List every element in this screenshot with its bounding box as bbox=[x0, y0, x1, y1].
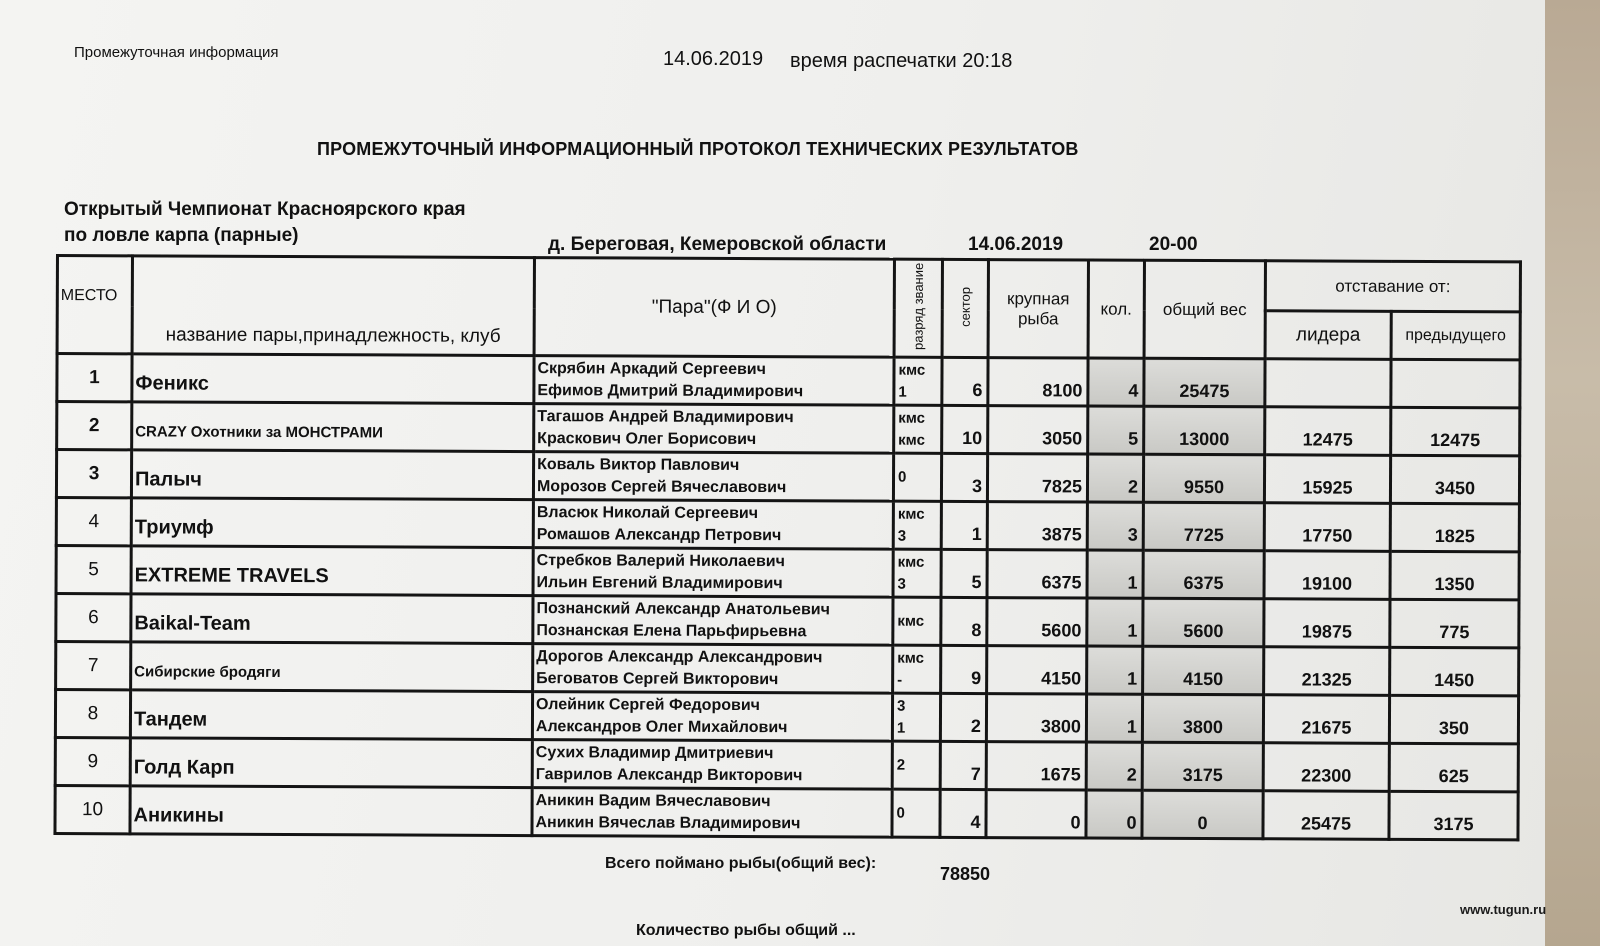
col-rank-header: разряд звание bbox=[894, 259, 942, 357]
print-date: 14.06.2019 bbox=[663, 48, 764, 70]
rank-1: кмс bbox=[897, 553, 925, 571]
lag-leader-cell: 15925 bbox=[1264, 455, 1390, 504]
place-cell: 3 bbox=[56, 450, 131, 498]
lag-previous-cell: 1350 bbox=[1390, 551, 1519, 600]
count-cell: 5 bbox=[1088, 406, 1144, 454]
print-time: время распечатки 20:18 bbox=[790, 50, 1013, 72]
angler-1: Власюк Николай Сергеевич bbox=[536, 503, 759, 522]
table-row bbox=[57, 402, 1520, 456]
table-row bbox=[56, 450, 1519, 504]
rank-1: 3 bbox=[897, 697, 906, 715]
team-name-cell: Голд Карп bbox=[130, 738, 532, 788]
lag-leader-cell: 21675 bbox=[1263, 695, 1389, 744]
angler-2: Аникин Вячеслав Владимирович bbox=[535, 813, 801, 832]
table-row bbox=[57, 354, 1520, 408]
rank-cell bbox=[893, 501, 941, 549]
angler-2: Гаврилов Александр Викторович bbox=[535, 765, 803, 784]
angler-2: Морозов Сергей Вячеславович bbox=[536, 477, 787, 496]
rank-cell bbox=[894, 357, 942, 405]
col-total-header: общий вес bbox=[1144, 260, 1265, 359]
team-name-cell: CRAZY Охотники за МОНСТРАМИ bbox=[132, 402, 534, 452]
lag-leader-cell: 12475 bbox=[1265, 407, 1391, 456]
count-cell: 1 bbox=[1086, 694, 1142, 742]
rank-1: кмс bbox=[898, 409, 926, 427]
rank-2: 0 bbox=[897, 468, 907, 486]
big-fish-cell: 4150 bbox=[987, 646, 1087, 694]
sector-cell: 10 bbox=[942, 405, 988, 453]
lag-leader-cell: 21325 bbox=[1264, 647, 1390, 696]
sector-cell: 1 bbox=[941, 501, 987, 549]
rank-2: - bbox=[897, 671, 903, 689]
watermark: www.tugun.ru bbox=[1460, 902, 1547, 917]
place-cell: 1 bbox=[57, 354, 132, 402]
place-cell: 2 bbox=[57, 402, 132, 450]
team-name-cell: Сибирские бродяги bbox=[131, 642, 533, 692]
angler-2: Беговатов Сергей Викторович bbox=[536, 669, 779, 688]
team-name-cell: Аникины bbox=[130, 786, 532, 836]
lag-leader-cell: 22300 bbox=[1263, 743, 1389, 792]
rank-2: 3 bbox=[897, 527, 907, 545]
angler-1: Стребков Валерий Николаевич bbox=[536, 551, 785, 570]
rank-2: 1 bbox=[896, 719, 906, 737]
lag-previous-cell: 775 bbox=[1390, 599, 1519, 648]
big-fish-cell: 3050 bbox=[988, 406, 1088, 454]
total-weight-cell: 7725 bbox=[1143, 502, 1264, 551]
col-lag-header: отставание от: bbox=[1265, 261, 1520, 312]
table-row bbox=[56, 594, 1519, 648]
col-bigfish-header: крупная рыба bbox=[988, 260, 1088, 358]
angler-1: Тагашов Андрей Владимирович bbox=[537, 407, 794, 426]
rank-cell bbox=[893, 597, 941, 645]
table-surface bbox=[1545, 0, 1600, 946]
lag-previous-cell: 3175 bbox=[1389, 791, 1518, 840]
lag-leader-cell: 19100 bbox=[1264, 551, 1390, 600]
rank-2: кмс bbox=[898, 431, 925, 449]
team-name-cell: Палыч bbox=[131, 450, 533, 500]
championship-name-line1: Открытый Чемпионат Красноярского края bbox=[64, 199, 466, 220]
lag-leader-cell: 25475 bbox=[1263, 791, 1389, 840]
results-table-wrapper bbox=[53, 254, 1519, 841]
lag-previous-cell: 12475 bbox=[1391, 407, 1520, 456]
lag-leader-cell: 17750 bbox=[1264, 503, 1390, 552]
place-cell: 5 bbox=[56, 546, 131, 594]
angler-1: Коваль Виктор Павлович bbox=[537, 455, 740, 474]
rank-cell bbox=[892, 693, 940, 741]
big-fish-cell: 8100 bbox=[988, 358, 1088, 406]
rank-cell bbox=[893, 549, 941, 597]
angler-1: Сухих Владимир Дмитриевич bbox=[535, 743, 774, 762]
table-row bbox=[56, 498, 1519, 552]
angler-1: Олейник Сергей Федорович bbox=[536, 695, 761, 714]
count-cell: 1 bbox=[1087, 550, 1143, 598]
place-cell: 4 bbox=[56, 498, 131, 546]
pair-cell bbox=[533, 644, 893, 694]
col-leader-header: лидера bbox=[1265, 311, 1391, 360]
sector-cell: 8 bbox=[941, 597, 987, 645]
place-cell: 9 bbox=[55, 738, 130, 786]
total-weight-cell: 9550 bbox=[1143, 454, 1264, 503]
sector-cell: 6 bbox=[942, 357, 988, 405]
results-table bbox=[53, 254, 1522, 841]
big-fish-cell: 1675 bbox=[986, 742, 1086, 790]
lag-leader-cell: 19875 bbox=[1264, 599, 1390, 648]
place-cell: 6 bbox=[56, 594, 131, 642]
rank-2: кмс bbox=[897, 612, 925, 630]
rank-1: кмс bbox=[897, 505, 925, 523]
angler-1: Познанский Александр Анатольевич bbox=[536, 599, 830, 618]
sector-cell: 9 bbox=[941, 645, 987, 693]
place-cell: 7 bbox=[56, 642, 131, 690]
angler-1: Скрябин Аркадий Сергеевич bbox=[537, 359, 766, 378]
big-fish-cell: 6375 bbox=[987, 550, 1087, 598]
rank-cell bbox=[892, 741, 940, 789]
cut-off-footer-text: Количество рыбы общий ... bbox=[636, 922, 856, 939]
total-weight-cell: 5600 bbox=[1143, 598, 1264, 647]
table-row bbox=[56, 546, 1519, 600]
big-fish-cell: 7825 bbox=[987, 454, 1087, 502]
championship-name-line2: по ловле карпа (парные) bbox=[64, 225, 299, 246]
angler-1: Дорогов Александр Александрович bbox=[536, 647, 823, 666]
venue-date: 14.06.2019 bbox=[968, 234, 1064, 255]
count-cell: 3 bbox=[1087, 502, 1143, 550]
team-name-cell: Baikal-Team bbox=[131, 594, 533, 644]
total-caught-value: 78850 bbox=[940, 864, 991, 884]
pair-cell bbox=[532, 788, 892, 838]
big-fish-cell: 3800 bbox=[986, 694, 1086, 742]
pair-cell bbox=[533, 596, 893, 646]
venue-time: 20-00 bbox=[1149, 234, 1198, 255]
total-weight-cell: 4150 bbox=[1143, 646, 1264, 695]
table-row bbox=[55, 738, 1518, 792]
pair-cell bbox=[534, 356, 894, 406]
big-fish-cell: 5600 bbox=[987, 598, 1087, 646]
team-name-cell: Феникс bbox=[132, 354, 534, 404]
pair-cell bbox=[534, 404, 894, 454]
rank-cell bbox=[892, 789, 940, 837]
pair-cell bbox=[533, 548, 893, 598]
count-cell: 2 bbox=[1087, 454, 1143, 502]
team-name-cell: EXTREME TRAVELS bbox=[131, 546, 533, 596]
col-pair-header: "Пара"(Ф И О) bbox=[534, 258, 894, 358]
angler-2: Ильин Евгений Владимирович bbox=[536, 573, 783, 592]
col-place-header: МЕСТО bbox=[57, 256, 132, 354]
rank-cell bbox=[893, 645, 941, 693]
total-weight-cell: 0 bbox=[1142, 790, 1263, 839]
rank-2: 1 bbox=[898, 383, 907, 401]
pair-cell bbox=[532, 692, 892, 742]
angler-2: Ромашов Александр Петрович bbox=[536, 525, 782, 544]
venue: д. Береговая, Кемеровской области bbox=[548, 234, 887, 255]
place-cell: 10 bbox=[55, 786, 130, 834]
angler-2: Ефимов Дмитрий Владимирович bbox=[537, 381, 804, 400]
angler-2: Александров Олег Михайлович bbox=[535, 717, 788, 736]
lag-leader-cell bbox=[1265, 359, 1391, 408]
col-sector-header: сектор bbox=[942, 259, 988, 357]
count-cell: 1 bbox=[1087, 598, 1143, 646]
big-fish-cell: 3875 bbox=[987, 502, 1087, 550]
document-title: ПРОМЕЖУТОЧНЫЙ ИНФОРМАЦИОННЫЙ ПРОТОКОЛ ТЕХНИЧЕСКИХ РЕЗУЛЬТАТОВ bbox=[317, 139, 1079, 159]
count-cell: 2 bbox=[1086, 742, 1142, 790]
count-cell: 4 bbox=[1088, 358, 1144, 406]
total-weight-cell: 3175 bbox=[1142, 742, 1263, 791]
rank-2: 2 bbox=[896, 756, 906, 774]
rank-cell bbox=[893, 453, 941, 501]
lag-previous-cell bbox=[1391, 359, 1520, 408]
total-weight-cell: 3800 bbox=[1142, 694, 1263, 743]
angler-2: Краскович Олег Борисович bbox=[537, 429, 757, 448]
col-count-header: кол. bbox=[1088, 260, 1144, 358]
col-name-header: название пары,принадлежность, клуб bbox=[132, 256, 534, 356]
rank-2: 3 bbox=[897, 575, 906, 593]
rank-2: 0 bbox=[896, 804, 905, 822]
lag-previous-cell: 1825 bbox=[1390, 503, 1519, 552]
sector-cell: 5 bbox=[941, 549, 987, 597]
place-cell: 8 bbox=[55, 690, 130, 738]
sector-cell: 2 bbox=[940, 693, 986, 741]
count-cell: 0 bbox=[1086, 790, 1142, 838]
sector-cell: 3 bbox=[941, 453, 987, 501]
team-name-cell: Тандем bbox=[130, 690, 532, 740]
interim-label: Промежуточная информация bbox=[74, 44, 279, 61]
lag-previous-cell: 1450 bbox=[1390, 647, 1519, 696]
table-row bbox=[56, 642, 1519, 696]
angler-1: Аникин Вадим Вячеславович bbox=[535, 791, 771, 810]
rank-1: кмс bbox=[898, 361, 926, 379]
pair-cell bbox=[532, 740, 892, 790]
table-row bbox=[55, 786, 1518, 840]
sector-cell: 7 bbox=[940, 741, 986, 789]
pair-cell bbox=[533, 452, 893, 502]
sector-cell: 4 bbox=[940, 789, 986, 837]
lag-previous-cell: 3450 bbox=[1390, 455, 1519, 504]
table-row bbox=[55, 690, 1518, 744]
rank-1: кмс bbox=[897, 649, 925, 667]
angler-2: Познанская Елена Парьфирьевна bbox=[536, 621, 807, 640]
count-cell: 1 bbox=[1087, 646, 1143, 694]
total-weight-cell: 6375 bbox=[1143, 550, 1264, 599]
rank-cell bbox=[894, 405, 942, 453]
lag-previous-cell: 625 bbox=[1389, 743, 1518, 792]
pair-cell bbox=[533, 500, 893, 550]
col-previous-header: предыдущего bbox=[1391, 311, 1520, 360]
total-caught-label: Всего поймано рыбы(общий вес): bbox=[605, 855, 877, 872]
total-weight-cell: 25475 bbox=[1144, 358, 1265, 407]
lag-previous-cell: 350 bbox=[1389, 695, 1518, 744]
big-fish-cell: 0 bbox=[986, 790, 1086, 838]
total-weight-cell: 13000 bbox=[1144, 406, 1265, 455]
team-name-cell: Триумф bbox=[131, 498, 533, 548]
